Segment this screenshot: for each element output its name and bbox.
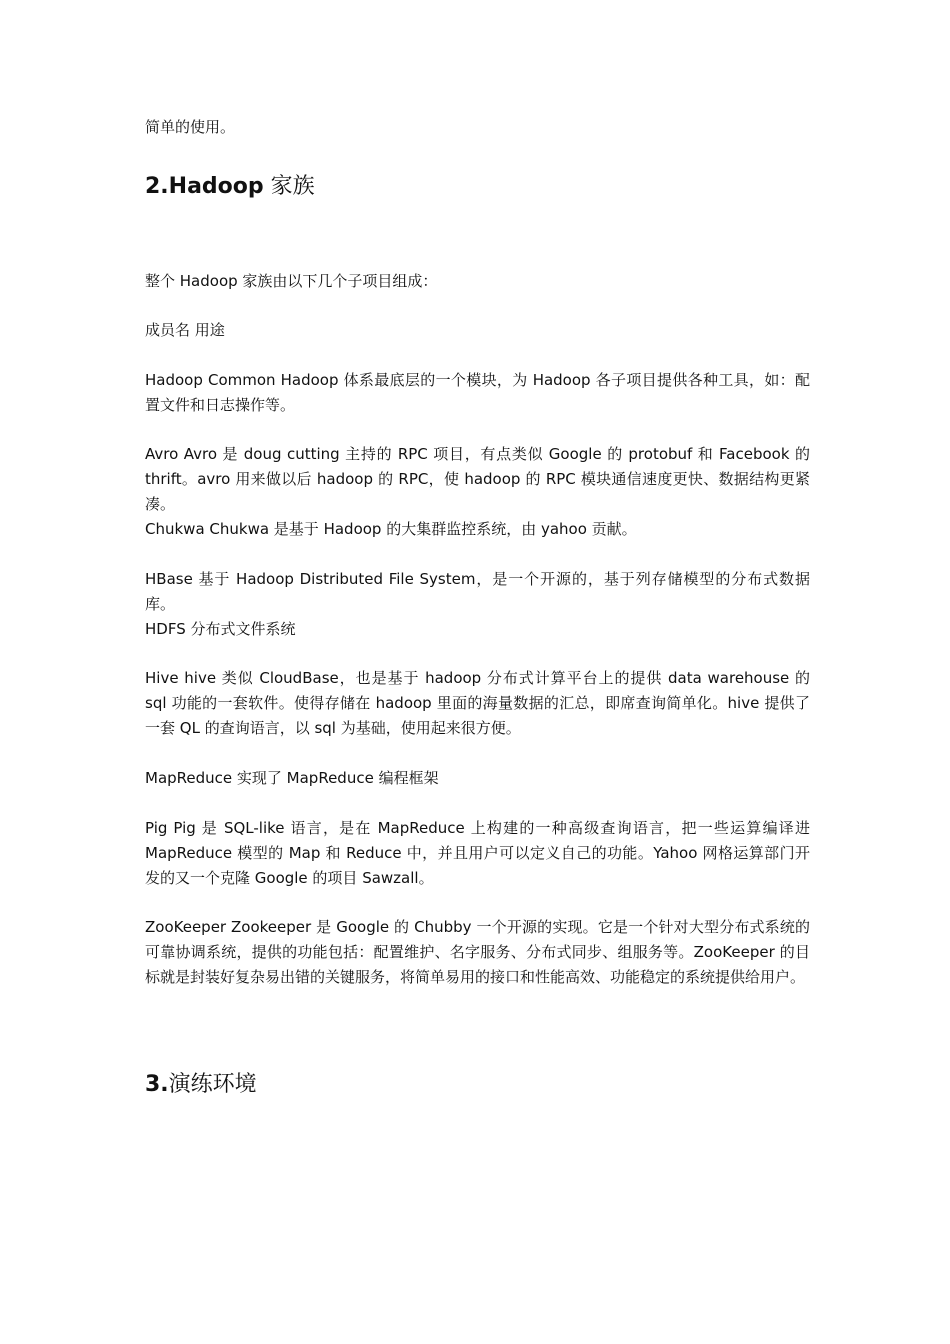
member-hbase: HBase 基于 Hadoop Distributed File System，是一个开源的，基于列存储模型的分布式数据库。 <box>145 570 810 613</box>
section-2-number: 2.Hadoop <box>145 174 264 199</box>
intro-tail-text: 简单的使用。 <box>145 118 236 136</box>
member-chukwa: Chukwa Chukwa 是基于 Hadoop 的大集群监控系统，由 yahoo 贡献。 <box>145 520 637 538</box>
subprojects-intro-text: 整个 Hadoop 家族由以下几个子项目组成： <box>145 272 438 290</box>
member-mapreduce: MapReduce 实现了 MapReduce 编程框架 <box>145 769 439 787</box>
member-pig: Pig Pig 是 SQL-like 语言，是在 MapReduce 上构建的一种高级查询语言，把一些运算编译进 MapReduce 模型的 Map 和 Reduce 中，并且用户可以定义自己的功能。Yahoo 网格运算部门开发的又一个克隆 Google 的项目 Sawzall。 <box>145 819 810 887</box>
member-hive: Hive hive 类似 CloudBase，也是基于 hadoop 分布式计算平台上的提供 data warehouse 的 sql 功能的一套软件。使得存储在 hadoop 里面的海量数据的汇总，即席查询简单化。hive 提供了一套 QL 的查询语言，以 sql 为基础，使用起来很方便。 <box>145 669 810 737</box>
table-header-text: 成员名 用途 <box>145 321 225 339</box>
section-3-title: 演练环境 <box>168 1072 257 1097</box>
section-2-heading <box>145 172 315 202</box>
member-zookeeper: ZooKeeper Zookeeper 是 Google 的 Chubby 一个开源的实现。它是一个针对大型分布式系统的可靠协调系统，提供的功能包括：配置维护、名字服务、分布式同步、组服务等。ZooKeeper 的目标就是封装好复杂易出错的关键服务，将简单易用的接口和性能高效、功能稳定的系统提供给用户。 <box>145 918 810 986</box>
member-avro: Avro Avro 是 doug cutting 主持的 RPC 项目，有点类似 Google 的 protobuf 和 Facebook 的 thrift。avro 用来做以后 hadoop 的 RPC，使 hadoop 的 RPC 模块通信速度更快、数据结构更紧凑。 <box>145 445 810 513</box>
section-3-heading <box>145 1070 257 1100</box>
member-hadoop-common: Hadoop Common Hadoop 体系最底层的一个模块，为 Hadoop 各子项目提供各种工具，如：配置文件和日志操作等。 <box>145 371 810 414</box>
section-3-number: 3. <box>145 1072 169 1097</box>
section-2-title: 家族 <box>263 174 315 199</box>
member-hdfs: HDFS 分布式文件系统 <box>145 620 296 638</box>
